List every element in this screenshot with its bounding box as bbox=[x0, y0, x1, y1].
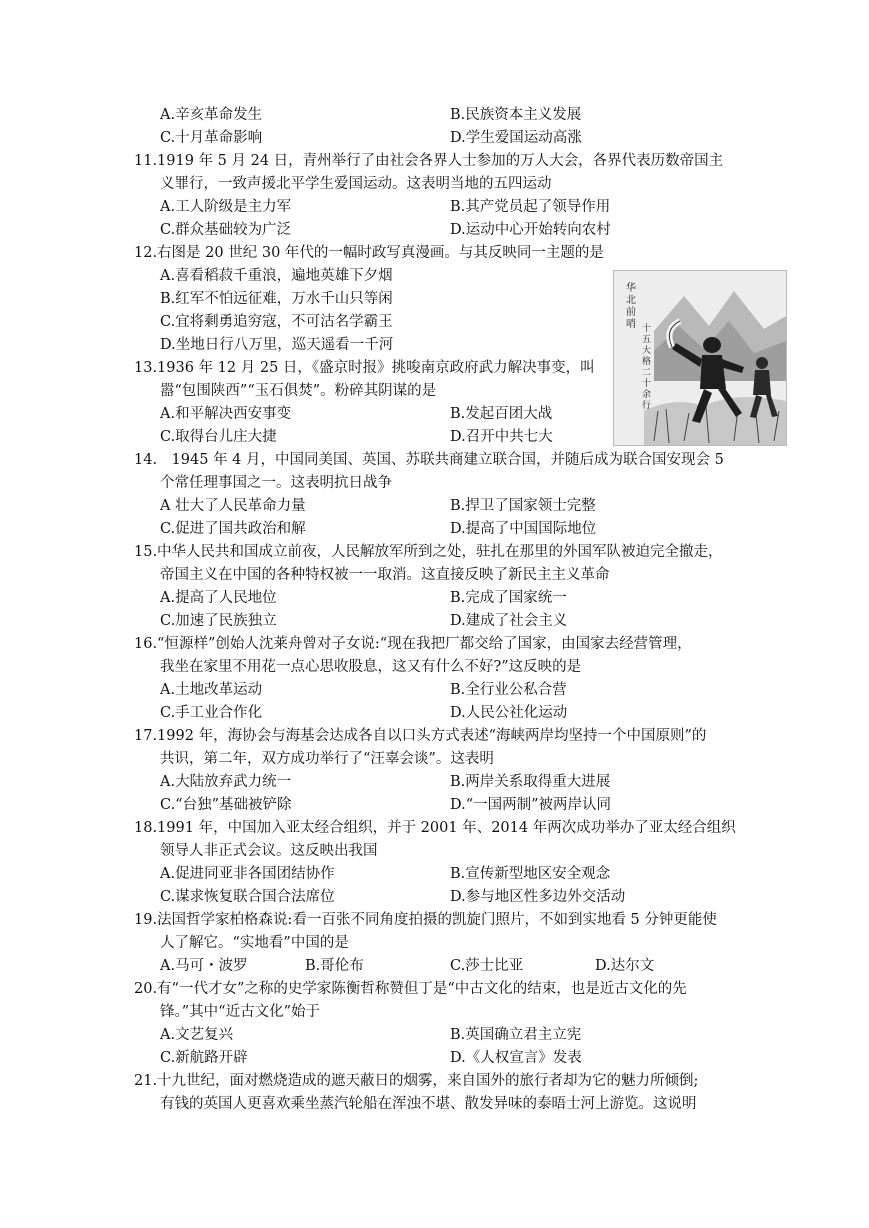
q14-option-a: A 壮大了人民革命力量 bbox=[160, 498, 306, 514]
q20-option-b: B.英国确立君主立宪 bbox=[450, 1027, 582, 1043]
q13-option-c: C.取得台儿庄大捷 bbox=[160, 429, 277, 445]
q18-option-a: A.促进同亚非各国团结协作 bbox=[160, 866, 335, 882]
q13-stem-line-2: 嚣“包围陕西”“玉石俱焚”。粉碎其阴谋的是 bbox=[160, 383, 437, 399]
q21-stem-line-1: 21.十九世纪，面对燃烧造成的遮天蔽日的烟雾，来自国外的旅行者却为它的魅力所倾倒; bbox=[134, 1073, 699, 1089]
q14-stem-line-1: 14. 1945 年 4 月，中国同美国、英国、苏联共商建立联合国，并随后成为联合国安现会 5 bbox=[134, 452, 724, 468]
q10-option-d: D.学生爱国运动高涨 bbox=[450, 130, 582, 146]
q14-option-b: B.捍卫了国家领士完整 bbox=[450, 498, 596, 514]
q11-option-c: C.群众基础较为广泛 bbox=[160, 222, 292, 238]
q16-option-c: C.手工业合作化 bbox=[160, 705, 263, 721]
q13-option-b: B.发起百团大战 bbox=[450, 406, 553, 422]
q19-stem-line-2: 人了解它。“实地看”中国的是 bbox=[160, 935, 349, 951]
q17-option-a: A.大陆放弃武力统一 bbox=[160, 774, 292, 790]
q15-stem-line-1: 15.中华人民共和国成立前夜，人民解放军所到之处，驻扎在那里的外国军队被迫完全撤走， bbox=[134, 544, 723, 560]
q20-option-d: D.《人权宣言》发表 bbox=[450, 1050, 582, 1066]
q17-stem-line-1: 17.1992 年，海协会与海基会达成各自以口头方式表述“海峡两岸均坚持一个中国原则”的 bbox=[134, 728, 707, 744]
q13-stem-line-1: 13.1936 年 12 月 25 日，《盛京时报》挑唆南京政府武力解决事变，叫 bbox=[134, 360, 595, 376]
q12-option-d: D.坐地日行八万里，巡天遥看一千河 bbox=[160, 337, 394, 353]
cartoon-illustration bbox=[613, 270, 787, 446]
q17-option-b: B.两岸关系取得重大进展 bbox=[450, 774, 611, 790]
q17-option-c: C.“台独”基础被铲除 bbox=[160, 797, 292, 813]
q12-option-c: C.宜将剩勇追穷寇，不可沽名学霸王 bbox=[160, 314, 393, 330]
q11-option-b: B.其产党员起了领导作用 bbox=[450, 199, 611, 215]
q15-option-a: A.提高了人民地位 bbox=[160, 590, 277, 606]
q19-option-a: A.马可・波罗 bbox=[160, 958, 248, 974]
q18-option-d: D.参与地区性多边外交活动 bbox=[450, 889, 626, 905]
q12-option-b: B.红军不怕远征难，万水千山只等闲 bbox=[160, 291, 393, 307]
q17-option-d: D.“一国两制”被两岸认同 bbox=[450, 797, 612, 813]
q19-stem-line-1: 19.法国哲学家柏格森说:看一百张不同角度拍摄的凯旋门照片，不如到实地看 5 分钟更能使 bbox=[134, 912, 717, 928]
q13-option-d: D.召开中共七大 bbox=[450, 429, 553, 445]
q18-option-b: B.宣传新型地区安全观念 bbox=[450, 866, 611, 882]
q20-stem-line-1: 20.有“一代才女”之称的史学家陈衡哲称赞但丁是“中古文化的结束，也是近古文化的先 bbox=[134, 981, 687, 997]
q20-option-c: C.新航路开辟 bbox=[160, 1050, 248, 1066]
q16-stem-line-1: 16.“恒源样”创始人沈莱舟曾对子女说:“现在我把厂都交给了国家，由国家去经营管理， bbox=[134, 636, 692, 652]
q15-option-d: D.建成了社会主义 bbox=[450, 613, 568, 629]
q16-stem-line-2: 我坐在家里不用花一点心思收股息，这又有什么不好?”这反映的是 bbox=[160, 659, 582, 675]
q16-option-a: A.土地改革运动 bbox=[160, 682, 263, 698]
q17-stem-line-2: 共识，第二年，双方成功举行了“汪辜会谈”。这表明 bbox=[160, 751, 494, 767]
q15-option-c: C.加速了民族独立 bbox=[160, 613, 277, 629]
q18-option-c: C.谋求恢复联合国合法席位 bbox=[160, 889, 335, 905]
q11-stem-line-2: 义罪行，一致声援北平学生爱国运动。这表明当地的五四运动 bbox=[160, 176, 552, 192]
q13-option-a: A.和平解决西安事变 bbox=[160, 406, 292, 422]
q20-option-a: A.文艺复兴 bbox=[160, 1027, 234, 1043]
q10-option-a: A.辛亥革命发生 bbox=[160, 107, 263, 123]
cartoon-caption-right: 十五大格二十余行 bbox=[642, 324, 652, 411]
q15-stem-line-2: 帝国主义在中国的各种特权被一一取消。这直接反映了新民主主义革命 bbox=[160, 567, 610, 583]
q20-stem-line-2: 锋。”其中“近古文化”始于 bbox=[160, 1004, 320, 1020]
q16-option-b: B.全行业公私合营 bbox=[450, 682, 567, 698]
q19-option-d: D.达尔文 bbox=[595, 958, 655, 974]
q18-stem-line-1: 18.1991 年，中国加入亚太经合组织，并于 2001 年、2014 年两次成功举办了亚太经合组织 bbox=[134, 820, 736, 836]
q16-option-d: D.人民公社化运动 bbox=[450, 705, 568, 721]
q19-option-b: B.哥伦布 bbox=[305, 958, 364, 974]
q10-option-c: C.十月革命影响 bbox=[160, 130, 263, 146]
cartoon-caption-left: 华北前哨 bbox=[626, 283, 636, 330]
q12-option-a: A.喜看稻菽千重浪，遍地英雄下夕烟 bbox=[160, 268, 393, 284]
q19-option-c: C.莎士比亚 bbox=[450, 958, 524, 974]
q18-stem-line-2: 领导人非正式会议。这反映出我国 bbox=[160, 843, 378, 859]
q11-stem-line-1: 11.1919 年 5 月 24 日，青州举行了由社会各界人士参加的万人大会，各界代表历数帝国主 bbox=[134, 153, 724, 169]
q14-stem-line-2: 个常任理事国之一。这表明抗日战争 bbox=[160, 475, 392, 491]
q14-option-c: C.促进了国共政治和解 bbox=[160, 521, 306, 537]
q15-option-b: B.完成了国家统一 bbox=[450, 590, 567, 606]
q14-option-d: D.提高了中国国际地位 bbox=[450, 521, 597, 537]
q21-stem-line-2: 有钱的英国人更喜欢乘坐蒸汽轮船在浑浊不堪、散发异味的泰晤士河上游览。这说明 bbox=[160, 1096, 697, 1112]
q10-option-b: B.民族资本主义发展 bbox=[450, 107, 582, 123]
q11-option-d: D.运动中心开始转向农村 bbox=[450, 222, 611, 238]
q11-option-a: A.工人阶级是主力军 bbox=[160, 199, 292, 215]
q12-stem: 12.右图是 20 世纪 30 年代的一幅时政写真漫画。与其反映同一主题的是 bbox=[134, 245, 604, 261]
